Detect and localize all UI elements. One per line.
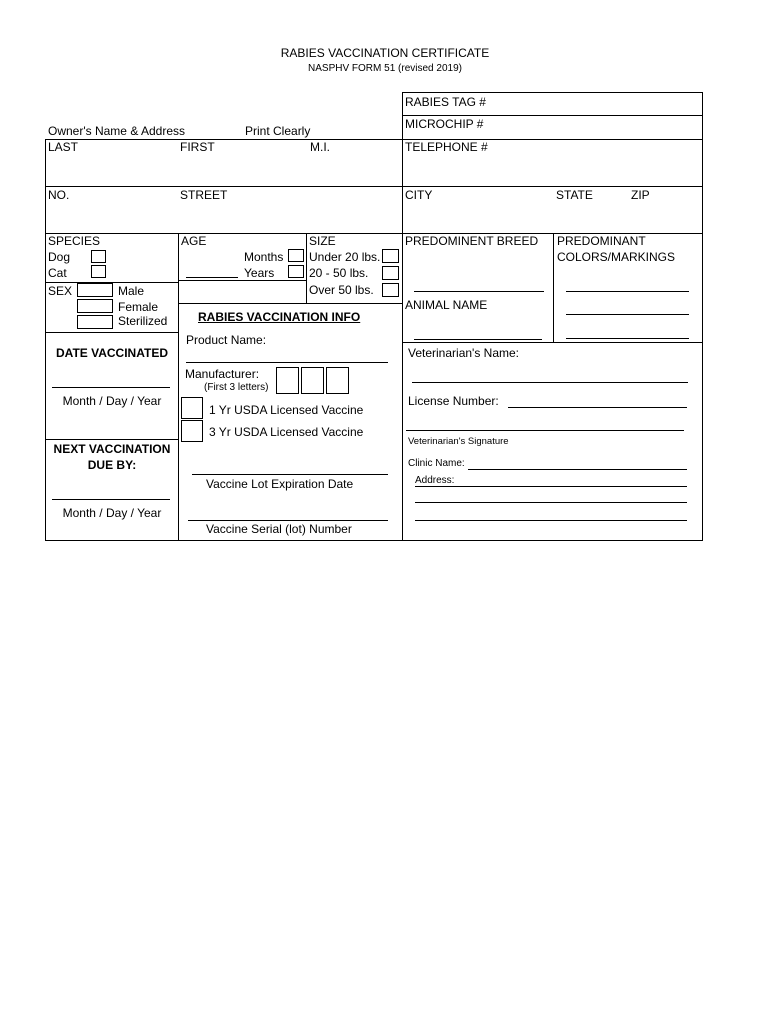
rabies-tag-label: RABIES TAG #: [405, 95, 486, 109]
microchip-label: MICROCHIP #: [405, 117, 484, 131]
address-line-3[interactable]: [415, 520, 687, 521]
breed-label: PREDOMINENT BREED: [405, 234, 539, 248]
vet-signature-label: Veterinarian's Signature: [408, 436, 509, 447]
colors-label-line2: COLORS/MARKINGS: [557, 250, 676, 264]
last-name-label: LAST: [48, 140, 79, 154]
signature-line[interactable]: [406, 430, 684, 431]
under-20-checkbox[interactable]: [382, 249, 399, 263]
next-vaccination-label: NEXT VACCINATION: [53, 442, 171, 456]
product-name-line[interactable]: [186, 362, 388, 363]
state-label: STATE: [556, 188, 593, 202]
date-vaccinated-label: DATE VACCINATED: [56, 346, 168, 360]
license-number-line[interactable]: [508, 407, 687, 408]
years-input-line[interactable]: [186, 277, 238, 278]
colors-label-line1: PREDOMINANT: [557, 234, 646, 248]
manufacturer-letter-2[interactable]: [301, 367, 324, 394]
first-3-letters-note: (First 3 letters): [204, 382, 269, 393]
next-vaccination-line[interactable]: [52, 499, 170, 500]
telephone-label: TELEPHONE #: [405, 140, 488, 154]
owner-row-divider: [45, 186, 703, 187]
right-border: [702, 92, 703, 541]
form-subtitle: NASPHV FORM 51 (revised 2019): [308, 63, 462, 74]
over-50-checkbox[interactable]: [382, 283, 399, 297]
date-vaccinated-line[interactable]: [52, 387, 170, 388]
cat-label: Cat: [48, 266, 67, 280]
under-20-label: Under 20 lbs.: [309, 250, 381, 264]
animal-name-label: ANIMAL NAME: [405, 298, 488, 312]
size-label: SIZE: [309, 234, 336, 248]
dog-checkbox[interactable]: [91, 250, 106, 263]
product-name-label: Product Name:: [186, 333, 267, 347]
20-50-label: 20 - 50 lbs.: [309, 266, 369, 280]
over-50-label: Over 50 lbs.: [309, 283, 374, 297]
colors-line-2[interactable]: [566, 314, 689, 315]
next-vaccination-format: Month / Day / Year: [62, 506, 162, 520]
age-size-bottom: [178, 303, 403, 304]
breed-line[interactable]: [414, 291, 544, 292]
female-checkbox[interactable]: [77, 299, 113, 313]
first-name-label: FIRST: [180, 140, 215, 154]
manufacturer-label: Manufacturer:: [185, 367, 260, 381]
bottom-border: [45, 540, 703, 541]
age-size-divider: [306, 233, 307, 303]
colors-line-3[interactable]: [566, 338, 689, 339]
left-border: [45, 139, 46, 541]
zip-label: ZIP: [631, 188, 650, 202]
address-label: Address:: [415, 475, 455, 486]
breed-colors-divider: [553, 233, 554, 343]
dog-label: Dog: [48, 250, 71, 264]
months-label: Months: [244, 250, 284, 264]
male-checkbox[interactable]: [77, 283, 113, 297]
form-title: RABIES VACCINATION CERTIFICATE: [280, 46, 490, 60]
vaccination-info-title: RABIES VACCINATION INFO: [198, 310, 361, 324]
clinic-name-label: Clinic Name:: [408, 458, 465, 469]
top-right-border: [402, 92, 703, 93]
serial-number-line[interactable]: [188, 520, 388, 521]
vet-name-line[interactable]: [412, 382, 688, 383]
owner-section-label: Owner's Name & Address: [48, 124, 186, 138]
manufacturer-letter-1[interactable]: [276, 367, 299, 394]
city-label: CITY: [405, 188, 433, 202]
lot-expiration-line[interactable]: [192, 474, 388, 475]
date-next-divider: [45, 439, 179, 440]
lot-expiration-label: Vaccine Lot Expiration Date: [206, 477, 354, 491]
serial-number-label: Vaccine Serial (lot) Number: [206, 522, 352, 536]
clinic-name-line[interactable]: [468, 469, 687, 470]
female-label: Female: [118, 300, 159, 314]
sex-date-divider: [45, 332, 179, 333]
street-label: STREET: [180, 188, 228, 202]
date-vaccinated-format: Month / Day / Year: [62, 394, 162, 408]
house-number-label: NO.: [48, 188, 70, 202]
print-clearly-note: Print Clearly: [245, 124, 311, 138]
years-checkbox[interactable]: [288, 265, 304, 278]
three-year-vaccine-label: 3 Yr USDA Licensed Vaccine: [209, 425, 364, 439]
age-row-bottom: [178, 280, 307, 281]
years-label: Years: [244, 266, 275, 280]
middle-divider: [402, 92, 403, 541]
address-line-2[interactable]: [415, 502, 687, 503]
tag-microchip-divider: [402, 115, 703, 116]
middle-initial-label: M.I.: [310, 140, 330, 154]
age-label: AGE: [181, 234, 207, 248]
animal-name-line[interactable]: [414, 339, 542, 340]
address-line-1[interactable]: [415, 486, 687, 487]
license-number-label: License Number:: [408, 394, 499, 408]
vet-name-label: Veterinarian's Name:: [408, 346, 520, 360]
male-label: Male: [118, 284, 145, 298]
20-50-checkbox[interactable]: [382, 266, 399, 280]
one-year-vaccine-label: 1 Yr USDA Licensed Vaccine: [209, 403, 364, 417]
breed-section-bottom: [402, 342, 703, 343]
next-vaccination-due-label: DUE BY:: [87, 458, 137, 472]
one-year-vaccine-checkbox[interactable]: [181, 397, 203, 419]
three-year-vaccine-checkbox[interactable]: [181, 420, 203, 442]
colors-line-1[interactable]: [566, 291, 689, 292]
cat-checkbox[interactable]: [91, 265, 106, 278]
manufacturer-letter-3[interactable]: [326, 367, 349, 394]
sterilized-label: Sterilized: [118, 314, 168, 328]
months-checkbox[interactable]: [288, 249, 304, 262]
owner-top-border: [45, 139, 703, 140]
sex-label: SEX: [48, 284, 73, 298]
sterilized-checkbox[interactable]: [77, 315, 113, 329]
species-label: SPECIES: [48, 234, 101, 248]
